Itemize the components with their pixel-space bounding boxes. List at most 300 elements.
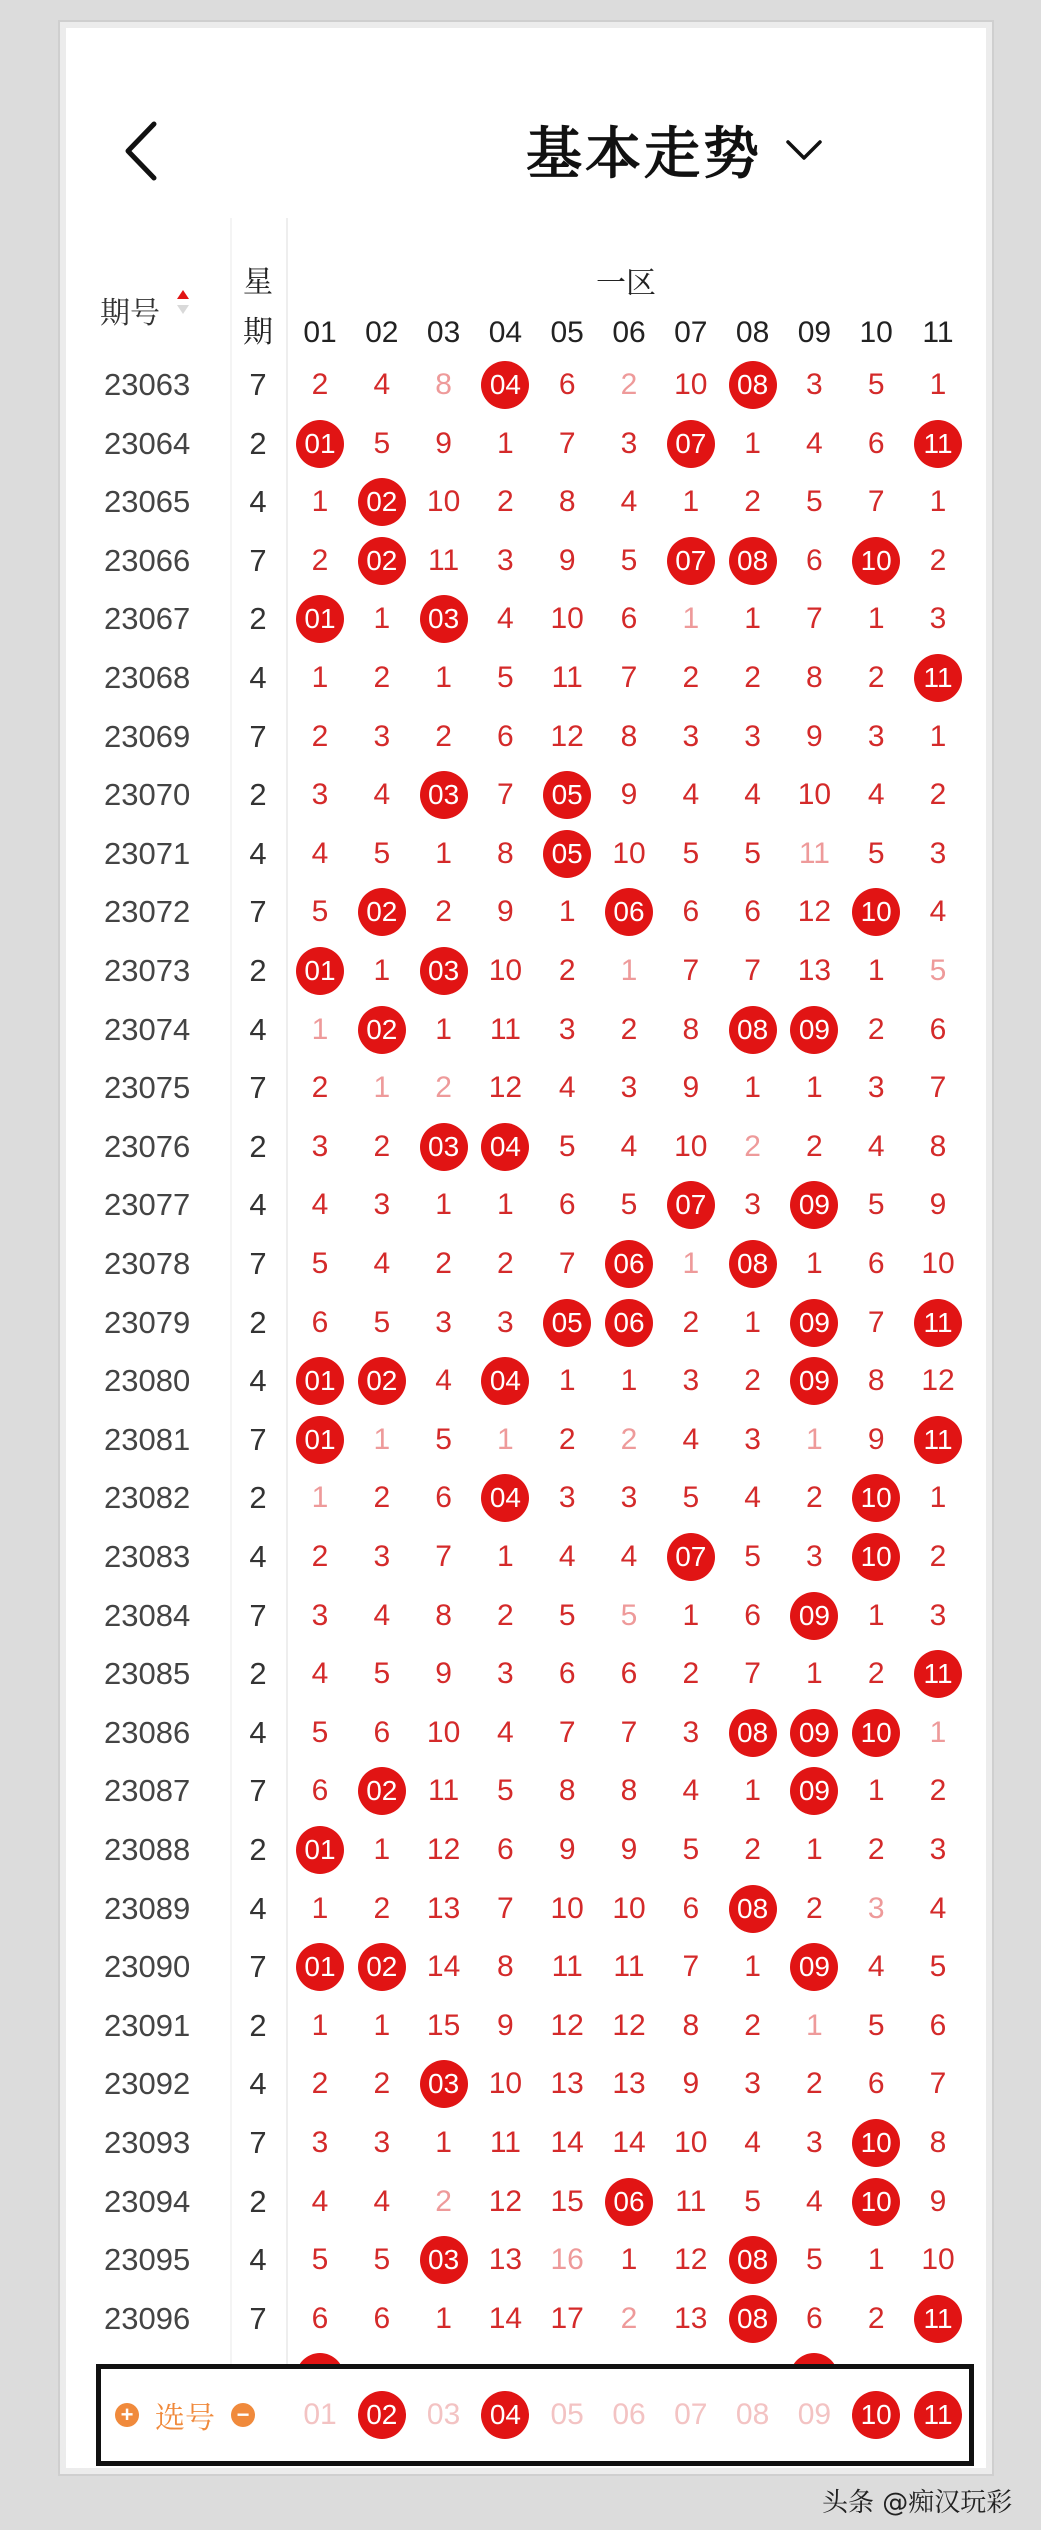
omission-count: 5 <box>620 543 638 577</box>
period-cell: 23064 <box>104 425 191 461</box>
omission-count: 9 <box>929 2184 947 2218</box>
omission-count: 5 <box>373 1305 391 1339</box>
weekday-cell: 4 <box>249 2242 267 2278</box>
omission-count: 5 <box>620 1598 638 1632</box>
period-cell: 23086 <box>104 1714 191 1750</box>
drawn-number-ball: 03 <box>414 942 474 1001</box>
omission-count: 2 <box>806 2067 823 2101</box>
period-cell: 23096 <box>104 2300 191 2336</box>
omission-count: 1 <box>806 1833 823 1866</box>
omission-count: 1 <box>558 895 576 929</box>
omission-count: 5 <box>435 1422 452 1456</box>
table-row <box>66 1528 986 1587</box>
omission-count: 12 <box>612 2008 646 2042</box>
drawn-number-ball: 04 <box>475 356 535 415</box>
omission-count: 13 <box>426 1891 461 1925</box>
omission-count: 4 <box>373 1598 391 1632</box>
omission-count: 9 <box>435 426 452 460</box>
number-button[interactable]: 01 <box>303 2398 337 2431</box>
number-button[interactable]: 09 <box>797 2398 832 2431</box>
table-row <box>66 1938 986 1997</box>
omission-count: 4 <box>682 778 700 812</box>
omission-count: 10 <box>426 485 461 519</box>
drawn-number-ball: 03 <box>414 1118 474 1177</box>
omission-count: 3 <box>558 1481 576 1515</box>
omission-count: 2 <box>806 1129 823 1163</box>
omission-count: 2 <box>373 1129 391 1163</box>
drawn-number-ball: 09 <box>784 1176 844 1235</box>
omission-count: 1 <box>497 426 514 460</box>
omission-count: 1 <box>620 954 638 987</box>
back-arrow-icon[interactable] <box>114 116 174 186</box>
omission-count: 6 <box>867 1247 885 1280</box>
number-button[interactable]: 07 <box>674 2398 708 2431</box>
omission-count: 6 <box>744 1598 761 1632</box>
table-row <box>66 2290 986 2349</box>
drawn-number-ball: 01 <box>290 590 350 649</box>
omission-count: 3 <box>744 1422 761 1456</box>
omission-count: 3 <box>806 2126 823 2159</box>
select-label: 选号 <box>155 2401 215 2436</box>
omission-count: 5 <box>744 2184 761 2218</box>
table-row <box>66 1235 986 1294</box>
omission-count: 2 <box>620 2301 638 2335</box>
omission-count: 1 <box>682 602 700 636</box>
table-row <box>66 2114 986 2173</box>
omission-count: 4 <box>373 778 391 812</box>
drawn-number-ball: 10 <box>846 2173 906 2232</box>
omission-count: 14 <box>426 1950 461 1984</box>
weekday-cell: 7 <box>249 718 267 754</box>
omission-count: 6 <box>497 719 514 753</box>
drawn-number-ball: 08 <box>723 1880 783 1939</box>
drawn-number-ball: 04 <box>475 1118 535 1177</box>
omission-count: 9 <box>497 895 514 929</box>
weekday-cell: 4 <box>249 1011 267 1047</box>
period-cell: 23095 <box>104 2242 191 2278</box>
omission-count: 7 <box>558 1715 576 1749</box>
table-row <box>66 532 986 591</box>
omission-count: 2 <box>682 661 700 694</box>
omission-count: 3 <box>929 836 947 870</box>
number-column-header: 07 <box>674 316 708 349</box>
omission-count: 6 <box>558 1657 576 1691</box>
omission-count: 10 <box>488 954 523 987</box>
omission-count: 2 <box>867 661 885 694</box>
omission-count: 4 <box>744 1481 761 1515</box>
omission-count: 10 <box>612 1891 646 1925</box>
drawn-number-ball: 06 <box>599 1294 659 1353</box>
omission-count: 10 <box>550 602 584 636</box>
weekday-cell: 7 <box>249 1246 267 1281</box>
omission-count: 1 <box>311 1891 329 1925</box>
omission-count: 1 <box>682 485 700 519</box>
omission-count: 9 <box>497 2008 514 2042</box>
table-row <box>66 1587 986 1646</box>
table-row <box>66 1469 986 1528</box>
omission-count: 9 <box>682 1071 700 1105</box>
omission-count: 1 <box>806 1657 823 1691</box>
omission-count: 9 <box>435 1657 452 1691</box>
omission-count: 3 <box>620 426 638 460</box>
omission-count: 8 <box>929 2126 947 2159</box>
omission-count: 1 <box>806 1247 823 1280</box>
omission-count: 1 <box>806 1422 823 1456</box>
week-header: 星期 <box>243 265 273 350</box>
omission-count: 4 <box>373 2184 391 2218</box>
omission-count: 6 <box>929 1012 947 1046</box>
omission-count: 2 <box>682 1657 700 1691</box>
omission-count: 1 <box>311 2008 329 2042</box>
omission-count: 5 <box>806 2243 823 2277</box>
drawn-number-ball: 09 <box>784 1001 844 1060</box>
omission-count: 11 <box>613 1950 645 1984</box>
omission-count: 9 <box>558 543 576 577</box>
omission-count: 2 <box>373 2067 391 2101</box>
omission-count: 1 <box>806 2008 823 2042</box>
omission-count: 5 <box>929 954 947 987</box>
period-cell: 23075 <box>104 1070 191 1106</box>
number-button[interactable]: 05 <box>550 2398 584 2431</box>
omission-count: 1 <box>311 661 329 694</box>
weekday-cell: 7 <box>249 1070 267 1106</box>
omission-count: 4 <box>929 895 947 929</box>
omission-count: 7 <box>497 1891 514 1925</box>
weekday-cell: 2 <box>249 1128 267 1164</box>
omission-count: 3 <box>497 543 514 577</box>
table-row <box>66 766 986 825</box>
period-cell: 23078 <box>104 1246 191 1281</box>
weekday-cell: 2 <box>249 1304 267 1340</box>
omission-count: 3 <box>682 1364 700 1398</box>
table-row <box>66 2055 986 2114</box>
page-title: 基本走势 <box>526 122 762 187</box>
omission-count: 2 <box>373 661 391 694</box>
omission-count: 9 <box>558 1833 576 1866</box>
omission-count: 2 <box>311 368 329 401</box>
omission-count: 4 <box>682 1774 700 1808</box>
omission-count: 3 <box>497 1657 514 1691</box>
trend-panel <box>66 28 986 2468</box>
omission-count: 1 <box>806 1071 823 1105</box>
omission-count: 4 <box>311 2184 329 2218</box>
weekday-cell: 4 <box>249 1187 267 1223</box>
omission-count: 4 <box>311 836 329 870</box>
period-cell: 23070 <box>104 777 191 813</box>
remove-icon[interactable]: − <box>231 2403 255 2427</box>
selected-number-button[interactable]: 11 <box>908 2385 968 2445</box>
omission-count: 4 <box>311 1188 329 1222</box>
omission-count: 5 <box>558 1598 576 1632</box>
omission-count: 1 <box>373 1422 391 1456</box>
omission-count: 8 <box>497 836 514 870</box>
weekday-cell: 7 <box>249 1773 267 1809</box>
period-cell: 23087 <box>104 1773 191 1809</box>
omission-count: 13 <box>488 2243 523 2277</box>
omission-count: 3 <box>806 1540 823 1573</box>
omission-count: 4 <box>497 1715 514 1749</box>
drawn-number-ball: 10 <box>846 1469 906 1528</box>
omission-count: 3 <box>867 719 885 753</box>
omission-count: 1 <box>682 1598 700 1632</box>
number-column-header: 03 <box>426 316 461 349</box>
omission-count: 5 <box>682 1481 700 1515</box>
omission-count: 7 <box>620 1715 638 1749</box>
omission-count: 6 <box>373 2301 391 2335</box>
omission-count: 9 <box>620 1833 638 1866</box>
omission-count: 2 <box>867 1833 885 1866</box>
weekday-cell: 7 <box>249 367 267 402</box>
omission-count: 2 <box>744 1129 761 1163</box>
drawn-number-ball: 07 <box>661 1528 721 1587</box>
omission-count: 12 <box>488 1071 523 1105</box>
omission-count: 4 <box>867 1950 885 1984</box>
period-cell: 23073 <box>104 953 191 988</box>
omission-count: 3 <box>744 2067 761 2101</box>
omission-count: 3 <box>867 1071 885 1105</box>
weekday-cell: 7 <box>249 1949 267 1985</box>
selected-number-button[interactable]: 02 <box>352 2385 412 2445</box>
omission-count: 3 <box>620 1481 638 1515</box>
omission-count: 12 <box>426 1833 461 1866</box>
omission-count: 11 <box>551 661 583 694</box>
weekday-cell: 2 <box>249 2007 267 2043</box>
omission-count: 12 <box>550 719 584 753</box>
omission-count: 2 <box>435 719 452 753</box>
number-column-header: 11 <box>922 316 954 349</box>
add-icon[interactable]: + <box>115 2403 139 2427</box>
table-row <box>66 1059 986 1118</box>
omission-count: 11 <box>551 1950 583 1984</box>
omission-count: 2 <box>620 1422 638 1456</box>
omission-count: 8 <box>806 661 823 694</box>
table-row <box>66 473 986 532</box>
omission-count: 8 <box>620 1774 638 1808</box>
omission-count: 3 <box>373 1540 391 1573</box>
omission-count: 5 <box>929 1950 947 1984</box>
number-button[interactable]: 08 <box>735 2398 770 2431</box>
omission-count: 4 <box>373 1247 391 1280</box>
omission-count: 1 <box>744 1305 761 1339</box>
omission-count: 1 <box>744 1774 761 1808</box>
omission-count: 2 <box>929 543 947 577</box>
omission-count: 1 <box>435 2126 452 2159</box>
drawn-number-ball: 09 <box>784 1587 844 1646</box>
period-cell: 23063 <box>104 367 191 402</box>
omission-count: 2 <box>558 954 576 987</box>
omission-count: 2 <box>744 1833 761 1866</box>
drawn-number-ball: 04 <box>475 1469 535 1528</box>
omission-count: 16 <box>550 2243 584 2277</box>
period-cell: 23069 <box>104 718 191 754</box>
omission-count: 7 <box>929 1071 947 1105</box>
omission-count: 3 <box>682 719 700 753</box>
weekday-cell: 2 <box>249 1480 267 1516</box>
omission-count: 9 <box>682 2067 700 2101</box>
table-row <box>66 649 986 708</box>
chevron-down-icon <box>784 138 824 162</box>
omission-count: 1 <box>867 1774 885 1808</box>
omission-count: 2 <box>311 1071 329 1105</box>
sort-icon[interactable] <box>176 288 190 316</box>
omission-count: 4 <box>744 2126 761 2159</box>
table-row <box>66 1645 986 1704</box>
omission-count: 7 <box>497 778 514 812</box>
omission-count: 7 <box>682 954 700 987</box>
omission-count: 12 <box>921 1364 955 1398</box>
drawn-number-ball: 10 <box>846 2114 906 2173</box>
omission-count: 3 <box>558 1012 576 1046</box>
omission-count: 11 <box>798 836 830 870</box>
drawn-number-ball: 01 <box>290 1411 350 1470</box>
selected-number-button[interactable]: 04 <box>475 2385 535 2445</box>
title-dropdown[interactable] <box>526 110 824 190</box>
omission-count: 1 <box>435 1012 452 1046</box>
period-cell: 23094 <box>104 2183 191 2219</box>
period-cell: 23068 <box>104 660 191 695</box>
drawn-number-ball: 10 <box>846 1704 906 1763</box>
omission-count: 1 <box>867 602 885 636</box>
number-button[interactable]: 06 <box>612 2398 646 2431</box>
period-cell: 23071 <box>104 835 191 871</box>
drawn-number-ball: 10 <box>846 532 906 591</box>
drawn-number-ball: 10 <box>846 1528 906 1587</box>
drawn-number-ball: 01 <box>290 1938 350 1997</box>
period-cell: 23084 <box>104 1597 191 1633</box>
omission-count: 5 <box>744 836 761 870</box>
drawn-number-ball: 09 <box>784 1704 844 1763</box>
omission-count: 8 <box>435 1598 452 1632</box>
omission-count: 5 <box>373 1657 391 1691</box>
omission-count: 10 <box>674 2126 708 2159</box>
drawn-number-ball: 08 <box>723 1235 783 1294</box>
omission-count: 5 <box>806 485 823 519</box>
omission-count: 2 <box>867 2301 885 2335</box>
table-row <box>66 1352 986 1411</box>
number-column-header: 09 <box>797 316 832 349</box>
omission-count: 4 <box>558 1540 576 1573</box>
omission-count: 10 <box>550 1891 584 1925</box>
omission-count: 14 <box>550 2126 584 2159</box>
omission-count: 6 <box>744 895 761 929</box>
omission-count: 2 <box>435 1247 452 1280</box>
period-cell: 23092 <box>104 2066 191 2102</box>
period-cell: 23081 <box>104 1421 191 1457</box>
period-header[interactable]: 期号 <box>100 296 160 331</box>
omission-count: 1 <box>435 2301 452 2335</box>
weekday-cell: 7 <box>249 1597 267 1633</box>
omission-count: 10 <box>426 1715 461 1749</box>
omission-count: 12 <box>674 2243 708 2277</box>
weekday-cell: 4 <box>249 660 267 695</box>
omission-count: 3 <box>373 1188 391 1222</box>
omission-count: 4 <box>806 2184 823 2218</box>
omission-count: 5 <box>744 1540 761 1573</box>
drawn-number-ball: 03 <box>414 2231 474 2290</box>
drawn-number-ball: 10 <box>846 883 906 942</box>
weekday-cell: 7 <box>249 2125 267 2160</box>
drawn-number-ball: 05 <box>537 1294 597 1353</box>
omission-count: 5 <box>867 368 885 401</box>
table-row <box>66 356 986 415</box>
table-row <box>66 1411 986 1470</box>
omission-count: 1 <box>373 2008 391 2042</box>
omission-count: 1 <box>744 1071 761 1105</box>
number-column-header: 08 <box>735 316 770 349</box>
selected-number-button[interactable]: 10 <box>846 2385 906 2445</box>
omission-count: 6 <box>311 1774 329 1808</box>
period-cell: 23074 <box>104 1011 191 1047</box>
omission-count: 2 <box>497 1247 514 1280</box>
omission-count: 2 <box>558 1422 576 1456</box>
table-row <box>66 883 986 942</box>
table-row <box>66 942 986 1001</box>
omission-count: 5 <box>311 2243 329 2277</box>
period-cell: 23093 <box>104 2125 191 2160</box>
omission-count: 11 <box>675 2184 707 2218</box>
omission-count: 6 <box>373 1715 391 1749</box>
omission-count: 3 <box>867 1891 885 1925</box>
omission-count: 4 <box>373 368 391 401</box>
omission-count: 9 <box>929 1188 947 1222</box>
omission-count: 1 <box>311 1481 329 1515</box>
period-cell: 23085 <box>104 1656 191 1692</box>
omission-count: 1 <box>867 1598 885 1632</box>
weekday-cell: 2 <box>249 425 267 461</box>
drawn-number-ball: 03 <box>414 2055 474 2114</box>
omission-count: 8 <box>929 1129 947 1163</box>
omission-count: 2 <box>497 1598 514 1632</box>
omission-count: 5 <box>373 426 391 460</box>
weekday-cell: 2 <box>249 601 267 637</box>
omission-count: 5 <box>497 661 514 694</box>
omission-count: 6 <box>867 2067 885 2101</box>
drawn-number-ball: 02 <box>352 1938 412 1997</box>
omission-count: 3 <box>497 1305 514 1339</box>
drawn-number-ball: 06 <box>599 1235 659 1294</box>
period-cell: 23072 <box>104 894 191 930</box>
omission-count: 10 <box>674 368 708 401</box>
omission-count: 1 <box>373 1071 391 1105</box>
table-row <box>66 1997 986 2056</box>
omission-count: 1 <box>867 2243 885 2277</box>
omission-count: 13 <box>674 2301 708 2335</box>
omission-count: 7 <box>744 1657 761 1691</box>
drawn-number-ball: 09 <box>784 1938 844 1997</box>
period-cell: 23066 <box>104 542 191 578</box>
drawn-number-ball: 08 <box>723 532 783 591</box>
omission-count: 5 <box>311 1715 329 1749</box>
drawn-number-ball: 09 <box>784 1294 844 1353</box>
weekday-cell: 7 <box>249 1421 267 1457</box>
omission-count: 1 <box>744 602 761 636</box>
omission-count: 1 <box>682 1247 700 1280</box>
omission-count: 4 <box>497 602 514 636</box>
omission-count: 13 <box>612 2067 646 2101</box>
drawn-number-ball: 02 <box>352 1762 412 1821</box>
omission-count: 4 <box>311 1657 329 1691</box>
omission-count: 8 <box>682 1012 700 1046</box>
omission-count: 5 <box>373 2243 391 2277</box>
drawn-number-ball: 08 <box>723 2290 783 2349</box>
drawn-number-ball: 02 <box>352 532 412 591</box>
omission-count: 5 <box>311 895 329 929</box>
omission-count: 2 <box>929 778 947 812</box>
omission-count: 1 <box>497 1188 514 1222</box>
omission-count: 3 <box>373 719 391 753</box>
zone-header: 一区 <box>596 266 656 301</box>
number-button[interactable]: 03 <box>426 2398 461 2431</box>
